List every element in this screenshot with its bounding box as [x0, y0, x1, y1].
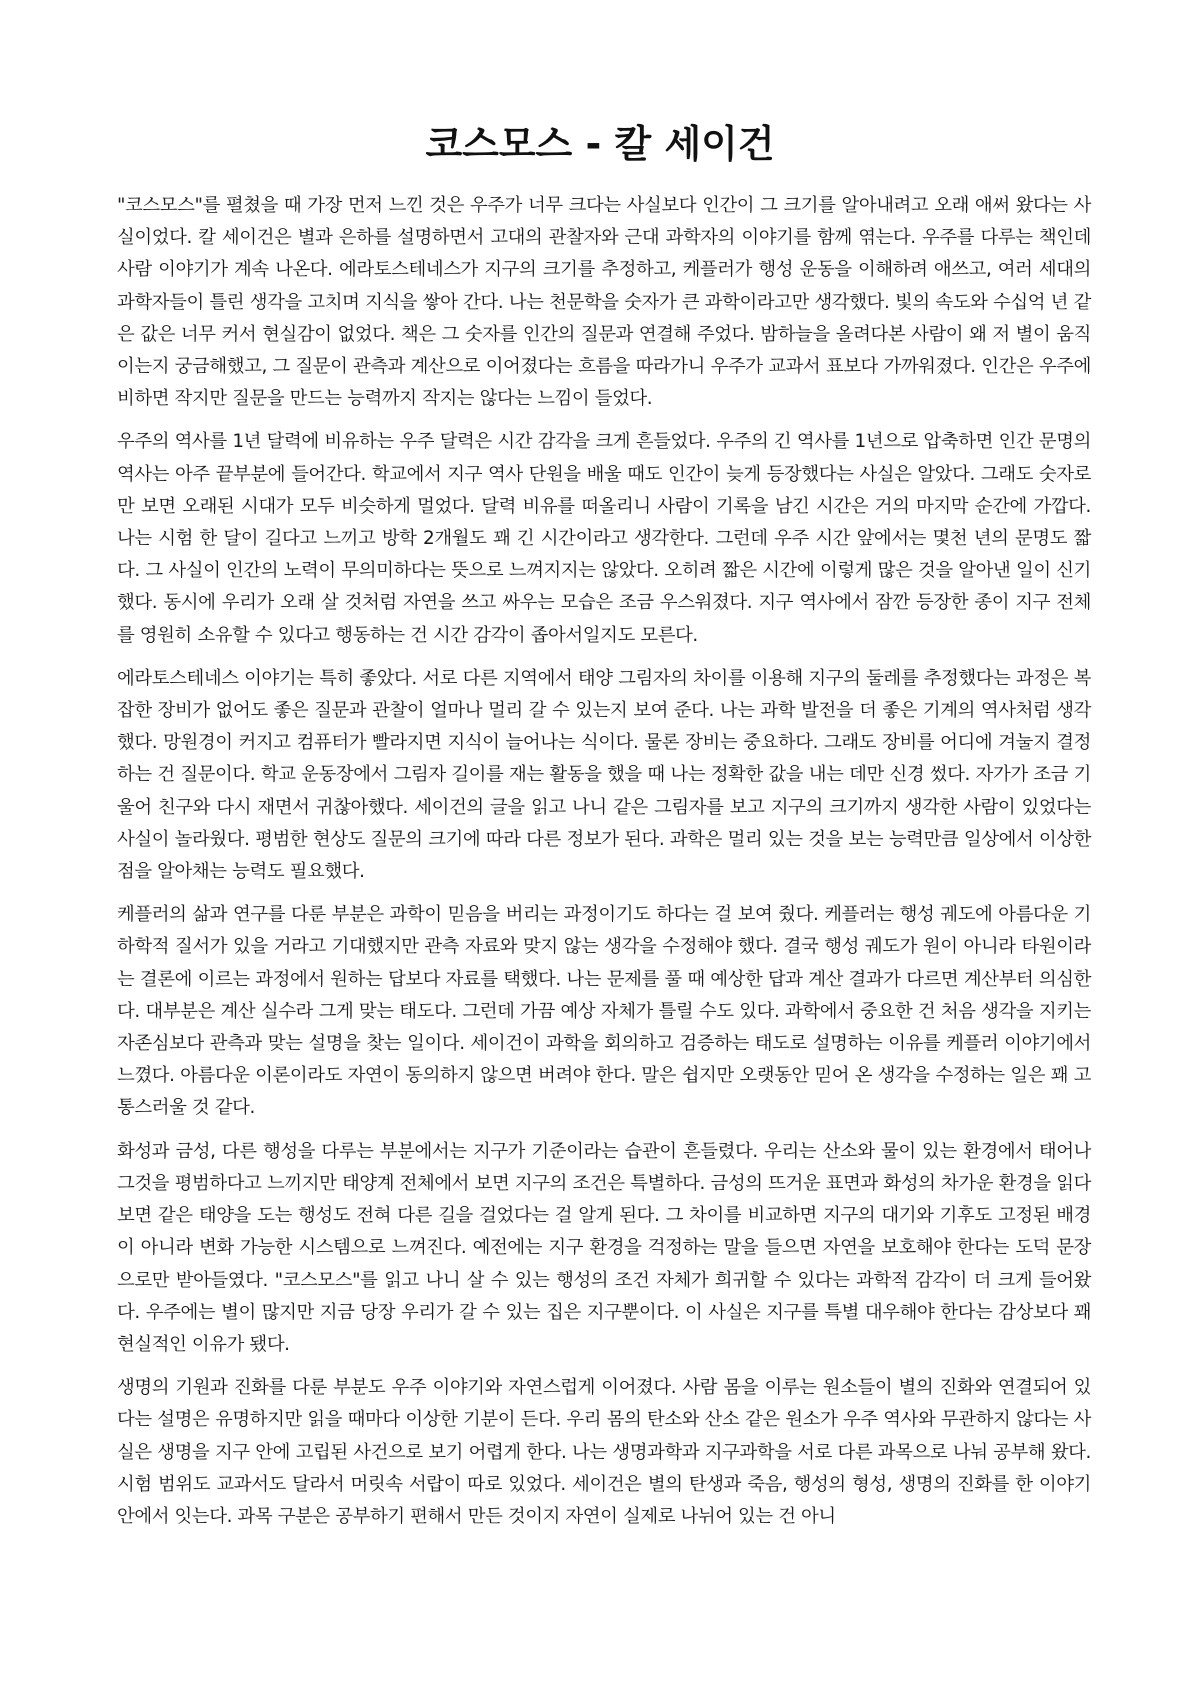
paragraph-5: 화성과 금성, 다른 행성을 다루는 부분에서는 지구가 기준이라는 습관이 흔들렸다. 우리는 산소와 물이 있는 환경에서 태어나 그것을 평범하다고 느끼지만 태양계 전체에서 보면 지구의 조건은 특별하다. 금성의 뜨거운 표면과 화성의 차가운 환경을 읽다 보면 같은 태양을 도는 행성도 전혀 다른 길을 걸었다는 걸 알게 된다. 그 차이를 비교하면 지구의 대기와 기후도 고정된 배경이 아니라 변화 가능한 시스템으로 느껴진다. 예전에는 지구 환경을 걱정하는 말을 들으면 자연을 보호해야 한다는 도덕 문장으로만 받아들였다. "코스모스"를 읽고 나니 살 수 있는 행성의 조건 자체가 희귀할 수 있다는 과학적 감각이 더 크게 들어왔다. 우주에는 별이 많지만 지금 당장 우리가 갈 수 있는 집은 지구뿐이다. 이 사실은 지구를 특별 대우해야 한다는 감상보다 꽤 현실적인 이유가 됐다. — [117, 1140, 1091, 1355]
page-title: 코스모스 - 칼 세이건 — [425, 122, 775, 166]
paragraph-2: 우주의 역사를 1년 달력에 비유하는 우주 달력은 시간 감각을 크게 흔들었다. 우주의 긴 역사를 1년으로 압축하면 인간 문명의 역사는 아주 끝부분에 들어간다. 학교에서 지구 역사 단원을 배울 때도 인간이 늦게 등장했다는 사실은 알았다. 그래도 숫자로만 보면 오래된 시대가 모두 비슷하게 멀었다. 달력 비유를 떠올리니 사람이 기록을 남긴 시간은 거의 마지막 순간에 가깝다. 나는 시험 한 달이 길다고 느끼고 방학 2개월도 꽤 긴 시간이라고 생각한다. 그런데 우주 시간 앞에서는 몇천 년의 문명도 짧다. 그 사실이 인간의 노력이 무의미하다는 뜻으로 느껴지지는 않았다. 오히려 짧은 시간에 이렇게 많은 것을 알아낸 일이 신기했다. 동시에 우리가 오래 살 것처럼 자연을 쓰고 싸우는 모습은 조금 우스워졌다. 지구 역사에서 잠깐 등장한 종이 지구 전체를 영원히 소유할 수 있다고 행동하는 건 시간 감각이 좁아서일지도 모른다. — [117, 431, 1091, 646]
paragraph-3: 에라토스테네스 이야기는 특히 좋았다. 서로 다른 지역에서 태양 그림자의 차이를 이용해 지구의 둘레를 추정했다는 과정은 복잡한 장비가 없어도 좋은 질문과 관찰이 얼마나 멀리 갈 수 있는지 보여 준다. 나는 과학 발전을 더 좋은 기계의 역사처럼 생각했다. 망원경이 커지고 컴퓨터가 빨라지면 지식이 늘어나는 식이다. 물론 장비는 중요하다. 그래도 장비를 어디에 겨눌지 결정하는 건 질문이다. 학교 운동장에서 그림자 길이를 재는 활동을 했을 때 나는 정확한 값을 내는 데만 신경 썼다. 자가가 조금 기울어 친구와 다시 재면서 귀찮아했다. 세이건의 글을 읽고 나니 같은 그림자를 보고 지구의 크기까지 생각한 사람이 있었다는 사실이 놀라웠다. 평범한 현상도 질문의 크기에 따라 다른 정보가 된다. 과학은 멀리 있는 것을 보는 능력만큼 일상에서 이상한 점을 알아채는 능력도 필요했다. — [117, 667, 1091, 883]
document-body — [117, 190, 1091, 1544]
paragraph-6: 생명의 기원과 진화를 다룬 부분도 우주 이야기와 자연스럽게 이어졌다. 사람 몸을 이루는 원소들이 별의 진화와 연결되어 있다는 설명은 유명하지만 읽을 때마다 이상한 기분이 든다. 우리 몸의 탄소와 산소 같은 원소가 우주 역사와 무관하지 않다는 사실은 생명을 지구 안에 고립된 사건으로 보기 어렵게 한다. 나는 생명과학과 지구과학을 서로 다른 과목으로 나눠 공부해 왔다. 시험 범위도 교과서도 달라서 머릿속 서랍이 따로 있었다. 세이건은 별의 탄생과 죽음, 행성의 형성, 생명의 진화를 한 이야기 안에서 잇는다. 과목 구분은 공부하기 편해서 만든 것이지 자연이 실제로 나뉘어 있는 건 아니 — [117, 1377, 1091, 1527]
paragraph-1: "코스모스"를 펼쳤을 때 가장 먼저 느낀 것은 우주가 너무 크다는 사실보다 인간이 그 크기를 알아내려고 오래 애써 왔다는 사실이었다. 칼 세이건은 별과 은하를 설명하면서 고대의 관찰자와 근대 과학자의 이야기를 함께 엮는다. 우주를 다루는 책인데 사람 이야기가 계속 나온다. 에라토스테네스가 지구의 크기를 추정하고, 케플러가 행성 운동을 이해하려 애쓰고, 여러 세대의 과학자들이 틀린 생각을 고치며 지식을 쌓아 간다. 나는 천문학을 숫자가 큰 과학이라고만 생각했다. 빛의 속도와 수십억 년 같은 값은 너무 커서 현실감이 없었다. 책은 그 숫자를 인간의 질문과 연결해 주었다. 밤하늘을 올려다본 사람이 왜 저 별이 움직이는지 궁금해했고, 그 질문이 관측과 계산으로 이어졌다는 흐름을 따라가니 우주가 교과서 표보다 가까워졌다. 인간은 우주에 비하면 작지만 질문을 만드는 능력까지 작지는 않다는 느낌이 들었다. — [117, 195, 1091, 410]
paragraph-4: 케플러의 삶과 연구를 다룬 부분은 과학이 믿음을 버리는 과정이기도 하다는 걸 보여 줬다. 케플러는 행성 궤도에 아름다운 기하학적 질서가 있을 거라고 기대했지만 관측 자료와 맞지 않는 생각을 수정해야 했다. 결국 행성 궤도가 원이 아니라 타원이라는 결론에 이르는 과정에서 원하는 답보다 자료를 택했다. 나는 문제를 풀 때 예상한 답과 계산 결과가 다르면 계산부터 의심한다. 대부분은 계산 실수라 그게 맞는 태도다. 그런데 가끔 예상 자체가 틀릴 수도 있다. 과학에서 중요한 건 처음 생각을 지키는 자존심보다 관측과 맞는 설명을 찾는 일이다. 세이건이 과학을 회의하고 검증하는 태도로 설명하는 이유를 케플러 이야기에서 느꼈다. 아름다운 이론이라도 자연이 동의하지 않으면 버려야 한다. 말은 쉽지만 오랫동안 믿어 온 생각을 수정하는 일은 꽤 고통스러울 것 같다. — [117, 904, 1091, 1119]
